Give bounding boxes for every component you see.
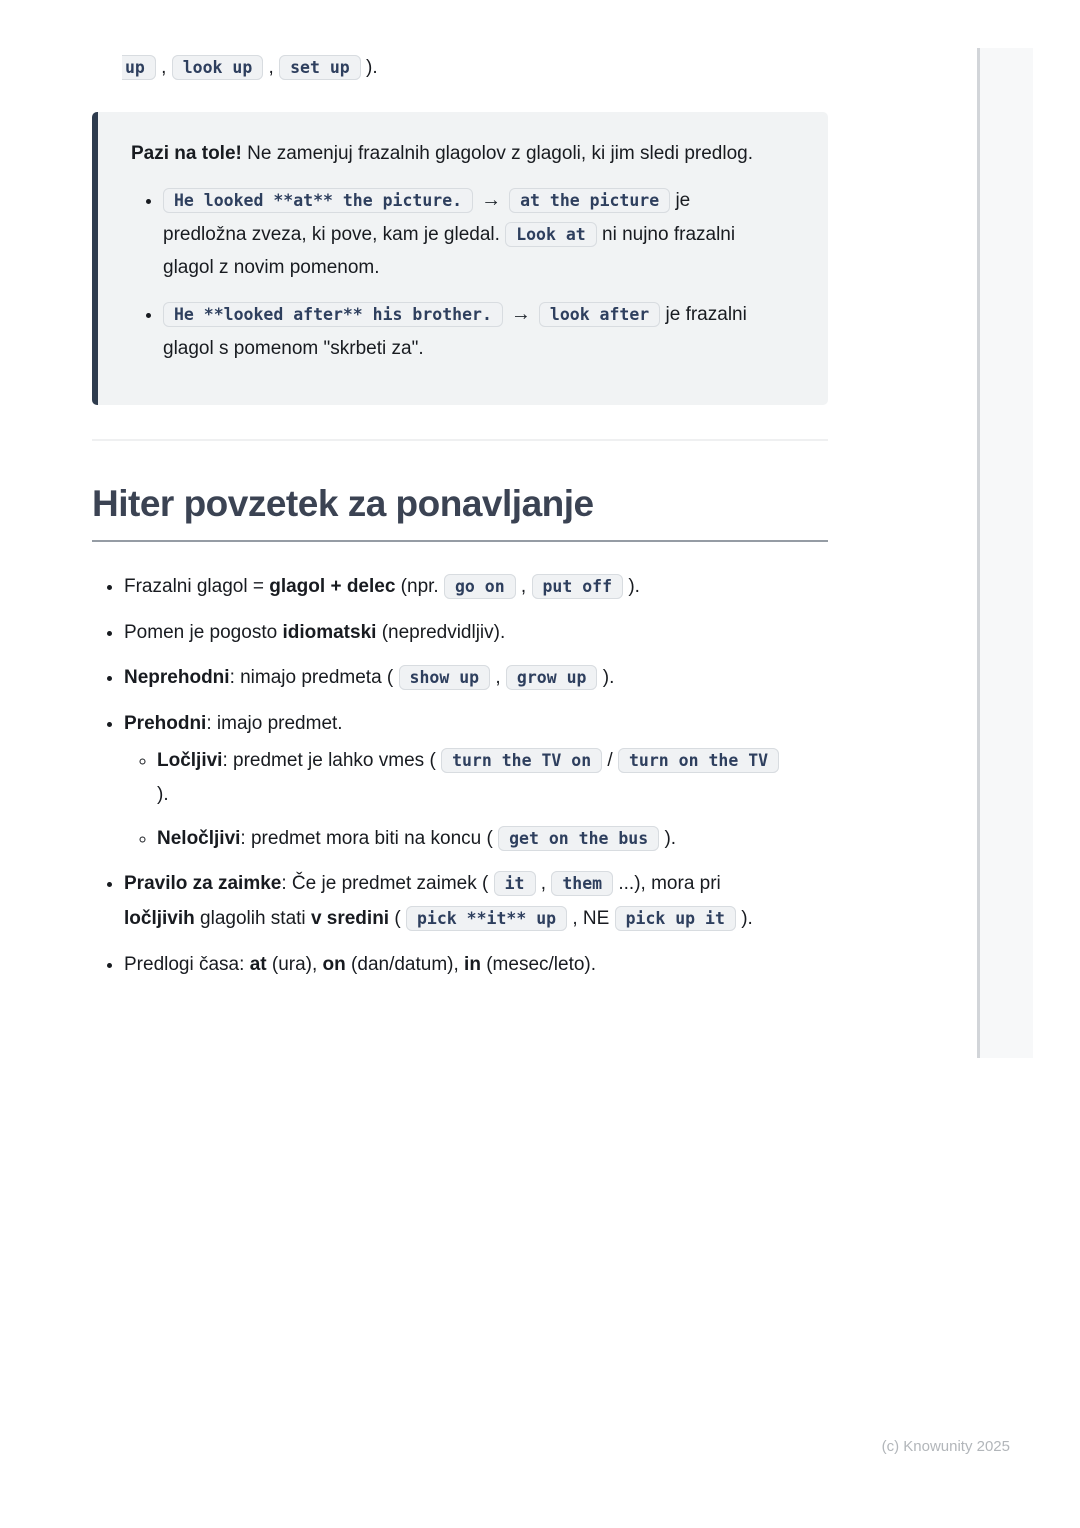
bold-text: Prehodni bbox=[124, 713, 207, 735]
text: , bbox=[263, 57, 280, 78]
content-column bbox=[92, 0, 828, 993]
text: Pomen je pogosto bbox=[124, 621, 283, 643]
summary-item bbox=[124, 707, 784, 856]
bold-text: in bbox=[464, 953, 481, 975]
bold-text: Ločljivi bbox=[157, 749, 223, 771]
bold-text: Pravilo za zaimke bbox=[124, 873, 282, 895]
code-chip: Look at bbox=[505, 222, 597, 247]
code-chip: it bbox=[494, 871, 536, 896]
text: ...), mora pri bbox=[613, 873, 721, 895]
text: Predlogi časa: bbox=[124, 953, 250, 975]
text: , bbox=[155, 57, 172, 78]
callout-intro-paragraph bbox=[131, 137, 759, 170]
text: , bbox=[535, 873, 552, 895]
text: ). bbox=[623, 576, 640, 598]
arrow-right-icon: → bbox=[481, 188, 502, 211]
text: / bbox=[602, 749, 618, 771]
text: Ne zamenjuj frazalnih glagolov z glagoli, ki jim sledi predlog. bbox=[241, 143, 754, 165]
code-chip: pick up it bbox=[615, 906, 736, 931]
summary-bullet-list bbox=[92, 570, 828, 982]
text: (nepredvidljiv). bbox=[376, 621, 506, 643]
bold-text: Neprehodni bbox=[124, 667, 230, 689]
summary-subitem bbox=[157, 822, 784, 857]
code-chip: show up bbox=[399, 665, 491, 690]
summary-subitem bbox=[157, 744, 784, 813]
code-chip: put off bbox=[532, 574, 624, 599]
text: ). bbox=[659, 827, 677, 849]
text: , bbox=[515, 576, 532, 598]
code-chip: up bbox=[122, 55, 156, 80]
summary-item-text bbox=[124, 713, 343, 734]
bold-text: glagol + delec bbox=[269, 576, 396, 598]
code-chip: at the picture bbox=[509, 188, 670, 213]
code-chip: them bbox=[551, 871, 613, 896]
code-chip: look up bbox=[172, 55, 264, 80]
bold-text: idiomatski bbox=[282, 621, 377, 643]
text: (mesec/leto). bbox=[480, 953, 597, 975]
bold-text: Pazi na tole! bbox=[131, 143, 242, 165]
text: ). bbox=[157, 784, 169, 806]
code-chip: get on the bus bbox=[498, 826, 659, 851]
code-chip: He looked **at** the picture. bbox=[163, 188, 473, 213]
scrollbar-track[interactable] bbox=[977, 48, 1033, 1058]
callout-bullet-item bbox=[163, 183, 763, 285]
code-chip: set up bbox=[279, 55, 361, 80]
callout-bullet-list bbox=[131, 183, 794, 366]
section-divider bbox=[92, 439, 828, 441]
warning-callout bbox=[92, 112, 828, 405]
text: , NE bbox=[567, 907, 615, 929]
text: ni nujno frazalni glagol z novim pomenom. bbox=[163, 223, 736, 279]
summary-sublist bbox=[124, 744, 784, 857]
arrow-right-icon: → bbox=[510, 302, 531, 325]
wrapped-text-line bbox=[122, 0, 828, 85]
text: je frazalni glagol s pomenom "skrbeti za". bbox=[163, 303, 747, 359]
bold-text: v sredini bbox=[310, 907, 390, 929]
text: Frazalni glagol = bbox=[124, 576, 270, 598]
text: : predmet je lahko vmes ( bbox=[222, 749, 442, 771]
bold-text: Neločljivi bbox=[157, 827, 241, 849]
code-chip: grow up bbox=[506, 665, 598, 690]
text: ). bbox=[597, 667, 615, 689]
summary-item bbox=[124, 867, 784, 936]
code-chip: go on bbox=[444, 574, 516, 599]
text: : imajo predmet. bbox=[206, 713, 343, 735]
text: je predložna zveza, ki pove, kam je gledal. bbox=[163, 189, 691, 245]
text: : Če je predmet zaimek ( bbox=[281, 873, 494, 895]
code-chip: pick **it** up bbox=[406, 906, 567, 931]
code-chip: turn on the TV bbox=[618, 748, 779, 773]
text: (ura), bbox=[266, 953, 323, 975]
code-chip: He **looked after** his brother. bbox=[163, 302, 503, 327]
summary-item bbox=[124, 948, 784, 983]
text: ). bbox=[360, 57, 378, 78]
bold-text: at bbox=[249, 953, 267, 975]
summary-item bbox=[124, 570, 784, 605]
summary-item bbox=[124, 661, 784, 696]
text: , bbox=[490, 667, 506, 689]
bold-text: ločljivih bbox=[124, 907, 195, 929]
text: (dan/datum), bbox=[345, 953, 465, 975]
text: : predmet mora biti na koncu ( bbox=[240, 827, 499, 849]
bold-text: on bbox=[322, 953, 346, 975]
code-chip: look after bbox=[539, 302, 660, 327]
summary-item bbox=[124, 616, 784, 651]
text: ( bbox=[389, 907, 406, 929]
text: glagolih stati bbox=[194, 907, 311, 929]
callout-bullet-item bbox=[163, 297, 763, 366]
text: : nimajo predmeta ( bbox=[229, 667, 399, 689]
section-title: Hiter povzetek za ponavljanje bbox=[92, 483, 828, 542]
footer-credit: (c) Knowunity 2025 bbox=[881, 1438, 1010, 1455]
text: (npr. bbox=[395, 576, 444, 598]
text: ). bbox=[735, 907, 753, 929]
code-chip: turn the TV on bbox=[441, 748, 602, 773]
